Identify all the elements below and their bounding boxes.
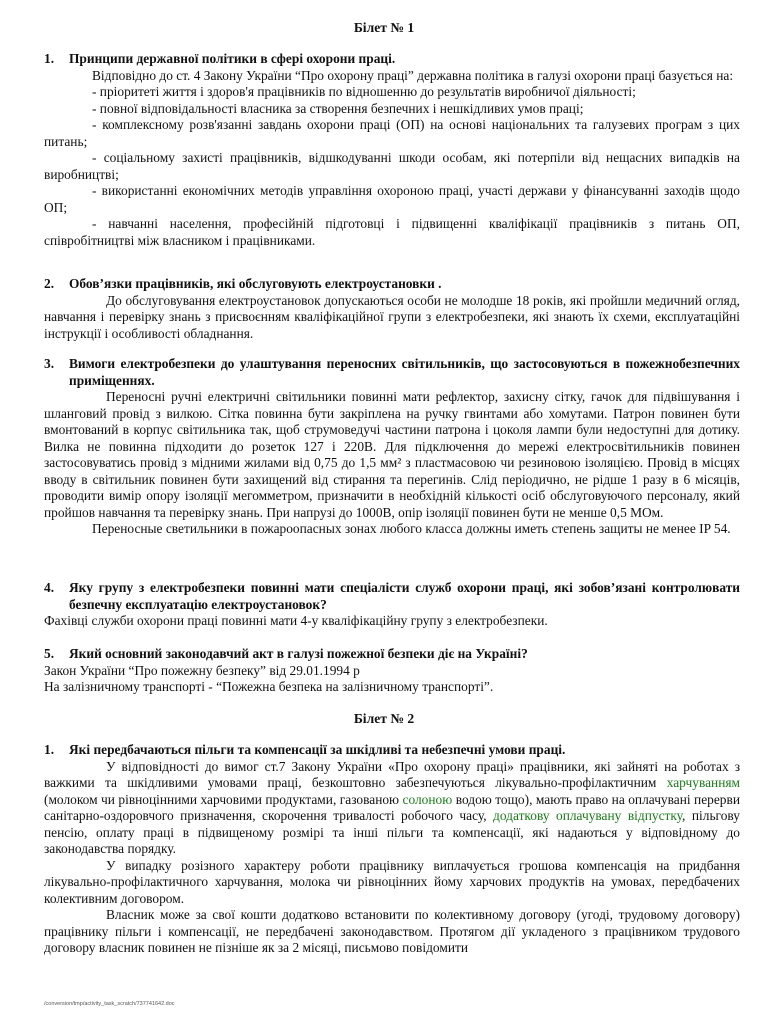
t1-q5-number: 5. [44,646,55,661]
footer-file-path: /conversion/tmp/activity_task_scratch/737741642.doc [44,1001,175,1007]
ticket-1-title: Білет № 1 [353,20,415,35]
t1-q1-item-1: - пріоритеті життя і здоров'я працівників по відношенню до результатів виробничої діяльності; [92,84,636,99]
t1-q1-intro: Відповідно до ст. 4 Закону України “Про охорону праці” державна політика в галузі охорони праці базується на: [92,67,734,83]
t1-q3-heading [44,356,740,389]
t1-q3-text: Переносні ручні електричні світильники повинні мати рефлектор, захисну сітку, гачок для підвішування і шланговий провід з вилкою. Сітка повинна бути закріплена на ручку гвинтами або хомутами. Патрон повинен бути вмонтований в корпус світильника так, щоб струмоведучі частини патрона і цоколя лампи були недоступні для дотику. Вилка не повинна підходити до розеток 127 і 220В. Для підключення до мережі електросвітильників повинен застосовуватись провід з мідними жилами від 0,75 до 1,5 мм² з пластмасовою чи резиновою ізоляцією. Провід в місцях вводу в світильник повинен бути захищений від стирання та перегинів. Слід періодично, не рідше 1 разу в 6 місяців, проводити вимір опору ізоляції мегомметром, призначити в необхідній кількості осіб обслуговуючого персоналу, який пройшов навчання та перевірку знань. При напрузі до 1000В, опір ізоляції повинен бути не менше 0,5 МОм. [44,389,740,520]
t1-q1-item-3: - комплексному розв'язанні завдань охорони праці (ОП) на основі національних та галузевих програм з цих питань; [44,117,740,149]
t1-q2-title: Обов’язки працівників, які обслуговують електроустановки . [69,276,442,291]
t1-q4-text: Фахівці служби охорони праці повинні мати 4-у кваліфікаційну групу з електробезпеки. [44,613,548,628]
t2-q1-title: Які передбачаються пільги та компенсації за шкідливі та небезпечні умови праці. [69,742,566,757]
t1-q2-text: До обслуговування електроустановок допускаються особи не молодше 18 років, які пройшли медичний огляд, навчання і перевірку знань з присвоєнням кваліфікаційної групи з електробезпеки, які знають їх схеми, експлуатаційні інструкції і особливості обладнання. [44,292,740,341]
t1-q4-heading [44,580,740,613]
t2-q1-p1-text-c: водою тощо), мають право на оплачувані перерви санітарно-оздоровчого призначення, скорочення тривалості робочого часу, [44,791,740,823]
t1-question-3 [44,356,740,538]
t1-q4-title: Яку групу з електробезпеки повинні мати спеціалісти служб охорони праці, які зобов’язані контролювати безпечну експлуатацію електроустановок? [69,580,740,612]
t1-q5-heading [44,646,740,663]
link-salted[interactable]: солоною [402,791,453,807]
t1-q2-heading [44,276,740,293]
t2-q1-number: 1. [44,742,55,757]
t1-q1-item-6: - навчанні населення, професійній підготовці і підвищенні кваліфікації працівників з питань ОП, співробітництві між власником і працівниками. [44,216,740,248]
t1-question-1 [44,51,740,249]
t1-question-5 [44,646,740,696]
t1-q1-number: 1. [44,51,55,66]
t1-q3-text-2: Переносные светильники в пожароопасных зонах любого класса должны иметь степень защиты не менее IP 54. [92,521,731,536]
t2-question-1 [44,742,740,957]
link-additional-leave[interactable]: додаткову оплачувану відпустку [493,808,683,823]
t1-q1-item-5: - використанні економічних методів управління охороною праці, участі держави у фінансуванні заходів щодо ОП; [44,183,740,215]
t1-q1-heading [44,51,740,68]
t2-q1-p1-text-d: , пільгову пенсію, оплату праці в підвищеному розмірі та інші пільги та компенсації, які надаються у відповідному до законодавства порядку. [44,808,740,856]
t2-q1-paragraph-3: Власник може за свої кошти додатково встановити по колективному договору (угоді, трудовому договору) працівнику пільги і компенсації, не передбачені законодавством. Протягом дії укладеного з працівником трудового договору власник повинен не пізніше як за 2 місяці, письмово повідомити [44,907,740,955]
t2-q1-p1-text-a: У відповідності до вимог ст.7 Закону України «Про охорону праці» працівники, які зайняті на роботах з важкими та шкідливими умовами праці, безкоштовно забезпечуються лікувально-профілактичним [44,758,740,790]
t1-q5-line-2: На залізничному транспорті - “Пожежна безпека на залізничному транспорті”. [44,679,494,694]
t1-q3-number: 3. [44,356,55,371]
t1-q5-title: Який основний законодавчий акт в галузі пожежної безпеки діє на Україні? [69,646,528,661]
t1-q5-line-1: Закон України “Про пожежну безпеку” від 29.01.1994 р [44,662,360,678]
t1-q3-title: Вимоги електробезпеки до улаштування переносних світильників, що застосовуються в пожежнобезпечних приміщеннях. [69,356,740,388]
t2-q1-heading [44,742,740,759]
t1-question-2 [44,276,740,342]
link-nutrition[interactable]: харчуванням [666,775,740,790]
t1-q4-number: 4. [44,580,55,595]
t2-q1-p1-text-b: (молоком чи рівноцінними харчовими продуктами, газованою [44,791,403,807]
t1-question-4 [44,580,740,630]
t1-q1-title: Принципи державної політики в сфері охорони праці. [69,51,396,66]
t1-q1-item-4: - соціальному захисті працівників, відшкодуванні шкоди особам, які потерпіли від нещасних випадків на виробництві; [44,150,740,182]
t2-q1-paragraph-1 [44,759,740,858]
t1-q2-number: 2. [44,276,55,291]
t1-q1-item-2: - повної відповідальності власника за створення безпечних і нешкідливих умов праці; [92,100,584,116]
ticket-2-title: Білет № 2 [353,711,415,726]
t2-q1-paragraph-2: У випадку розізного характеру роботи працівнику виплачується грошова компенсація на придбання лікувально-профілактичного харчування, молока чи рівноцінних йому харчових продуктів на умовах, передбачених колективним договором. [44,857,740,906]
